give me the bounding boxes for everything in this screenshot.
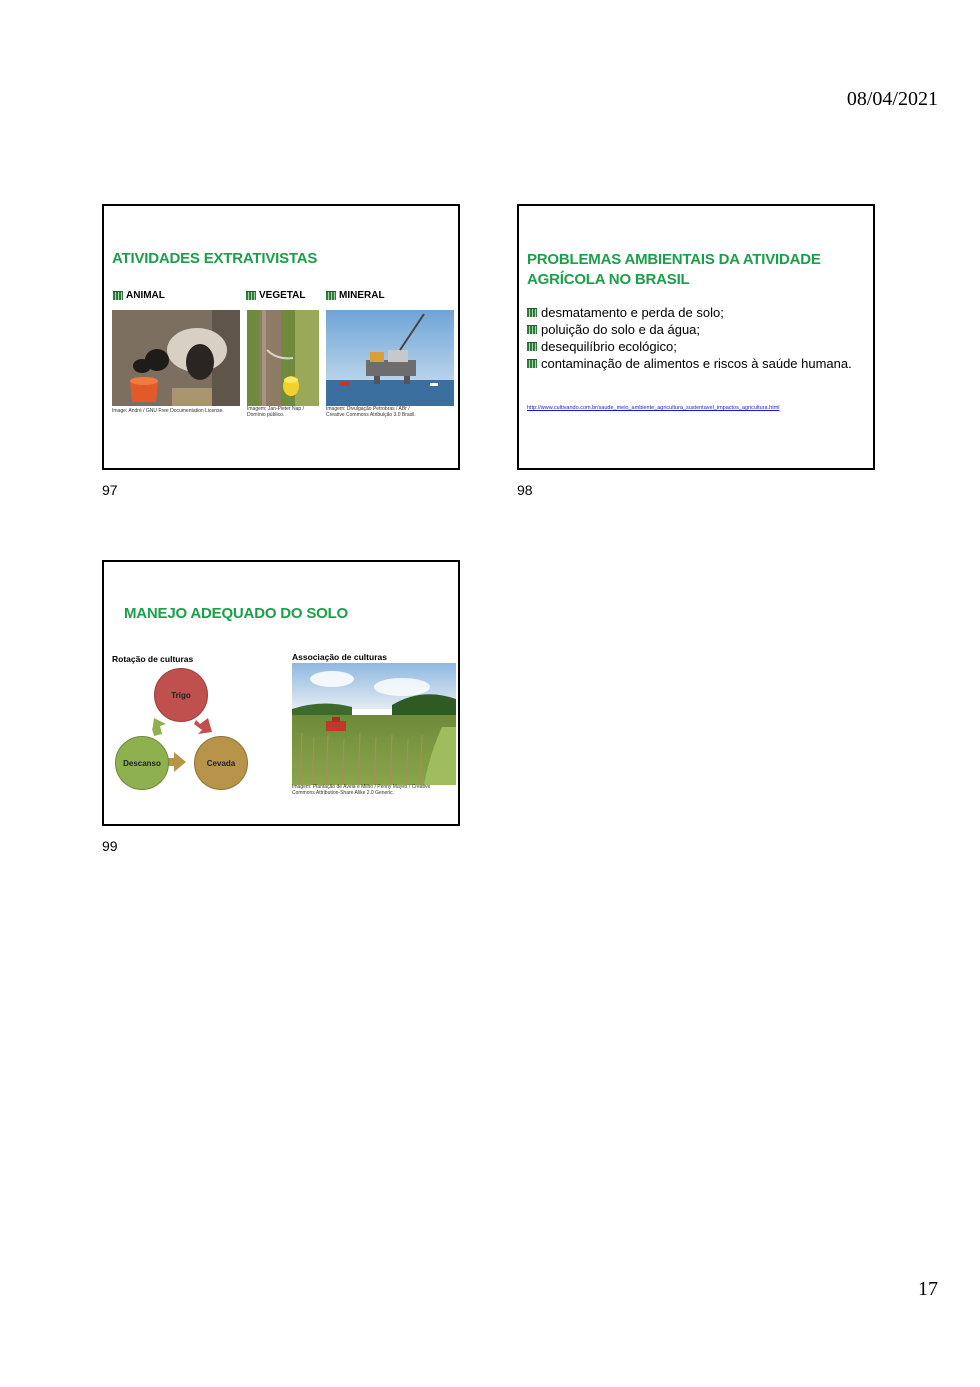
list-item: desequilíbrio ecológico;	[527, 338, 867, 355]
slide-title: MANEJO ADEQUADO DO SOLO	[124, 605, 349, 622]
sheep-illustration	[112, 310, 240, 406]
page-number: 17	[918, 1278, 938, 1300]
arrow-trigo-to-cevada	[194, 718, 212, 734]
arrow-descanso-to-trigo	[152, 718, 166, 736]
problem-list	[527, 304, 867, 372]
slide-98	[517, 204, 875, 470]
caption-animal: Image: André / GNU Free Documentation License.	[112, 408, 224, 414]
slide-number: 97	[102, 482, 118, 498]
slide-title-line-2: AGRÍCOLA NO BRASIL	[527, 271, 690, 288]
tree-photo	[247, 310, 319, 406]
oil-platform-photo	[326, 310, 454, 406]
category-mineral: MINERAL	[326, 290, 385, 301]
category-animal: ANIMAL	[113, 290, 165, 301]
bullet-icon	[527, 308, 537, 317]
slide-97	[102, 204, 460, 470]
slide-title	[527, 250, 821, 290]
field-photo	[292, 663, 456, 785]
slide-number: 99	[102, 838, 118, 854]
bullet-icon	[246, 291, 256, 300]
rotation-label: Rotação de culturas	[112, 654, 194, 664]
bullet-icon	[527, 342, 537, 351]
platform-illustration	[326, 310, 454, 406]
cycle-node-trigo: Trigo	[154, 668, 208, 722]
cycle-node-descanso: Descanso	[115, 736, 169, 790]
caption-vegetal: Imagem: Jan-Pieter Nap / Domínio público.	[247, 406, 304, 418]
source-link[interactable]: http://www.cultivando.com.br/saude_meio_ambiente_agricultura_sustentavel_impactos_agricultura.html	[527, 405, 780, 411]
field-illustration	[292, 663, 456, 785]
slide-99	[102, 560, 460, 826]
slide-number: 98	[517, 482, 533, 498]
bullet-icon	[527, 325, 537, 334]
cycle-node-cevada: Cevada	[194, 736, 248, 790]
sheep-photo	[112, 310, 240, 406]
caption-field: Imagem: Plantação de Aveia e Milho / Penny Mayes / Creative Commons Attribution-Share Alike 2.0 Generic.	[292, 784, 431, 796]
tree-illustration	[247, 310, 319, 406]
slide-title: ATIVIDADES EXTRATIVISTAS	[112, 250, 318, 267]
caption-mineral: Imagem: Divulgação Petrobras / ABr / Creative Commons Atribuição 3.0 Brasil.	[326, 406, 416, 418]
association-label: Associação de culturas	[292, 652, 387, 662]
list-item: poluição do solo e da água;	[527, 321, 867, 338]
bullet-icon	[326, 291, 336, 300]
list-item: contaminação de alimentos e riscos à saúde humana.	[527, 355, 867, 372]
bullet-icon	[527, 359, 537, 368]
page-date: 08/04/2021	[846, 88, 938, 110]
category-vegetal: VEGETAL	[246, 290, 305, 301]
bullet-icon	[113, 291, 123, 300]
arrow-cevada-to-descanso	[166, 752, 186, 772]
list-item: desmatamento e perda de solo;	[527, 304, 867, 321]
slide-title-line-1: PROBLEMAS AMBIENTAIS DA ATIVIDADE	[527, 251, 821, 268]
